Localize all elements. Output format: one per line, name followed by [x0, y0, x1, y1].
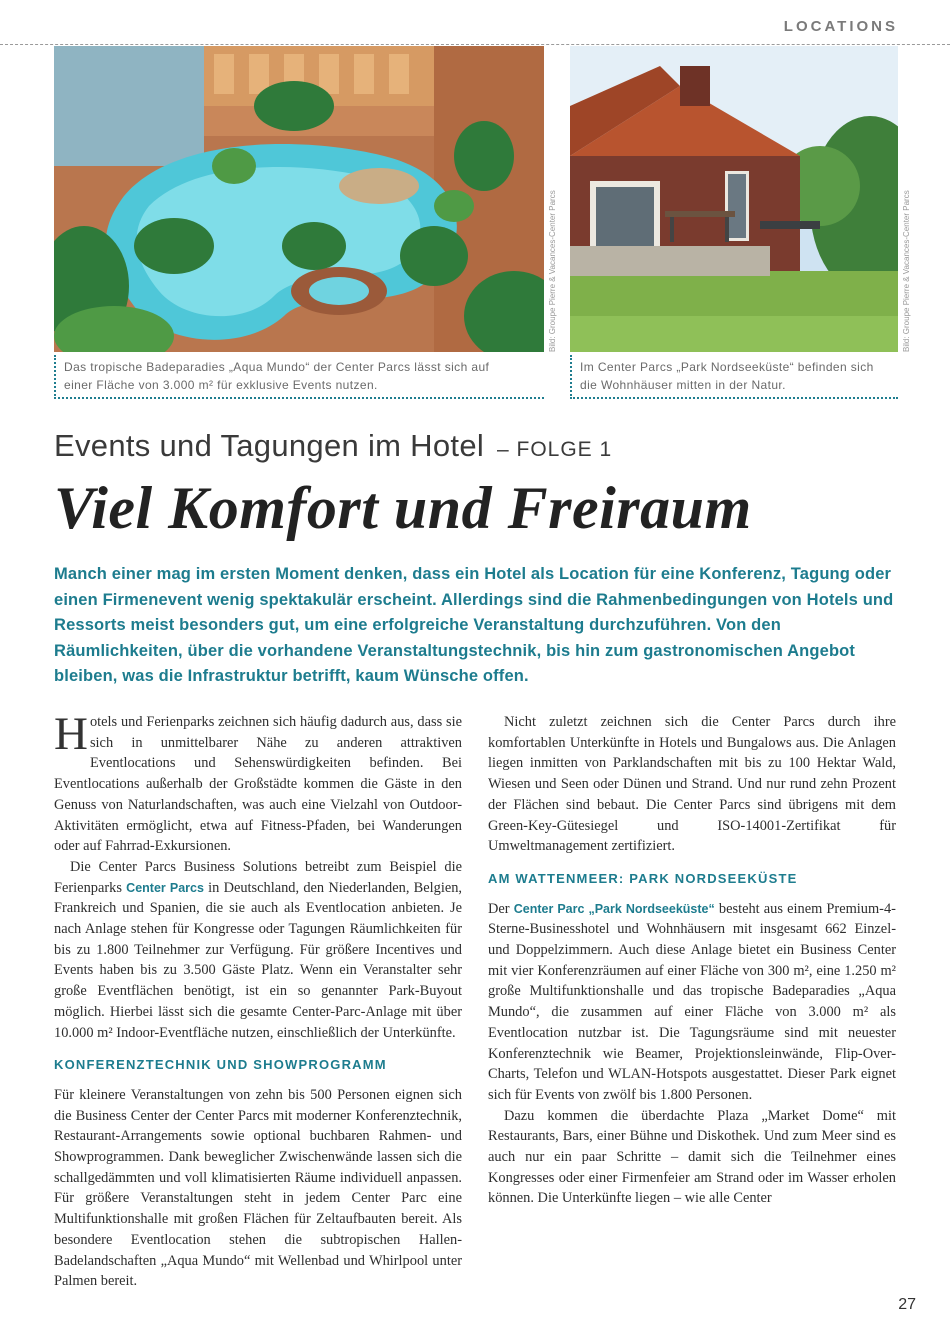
paragraph [54, 857, 462, 1043]
article-lead: Manch einer mag im ersten Moment denken, dass ein Hotel als Location für eine Konferenz, Tagung oder einen Firmenevent wenig spektakulär erscheint. Allerdings sind die Rahmenbedingungen von Hotels und Ressorts meist besonders gut, um eine erfolgreiche Veranstaltung durchzuführen. Von den Räumlichkeiten, über die vorhandene Veranstaltungstechnik, bis hin zum gastronomischen Angebot bleiben, was die Infrastruktur betrifft, kaum Wünsche offen. [54, 565, 894, 685]
pool-photo [54, 46, 544, 352]
article-headline: Viel Komfort und Freiraum [54, 475, 752, 541]
paragraph-text: besteht aus einem Premium-4-Sterne-Businesshotel und Wohnhäusern mit insgesamt 662 Einzel- und Doppelzimmern. Auch diese Anlage bietet ein Business Center mit vier Konferenzräumen auf einer Fläche von 300 m², eine 1.250 m² große Multifunktionshalle und das tropische Badeparadies „Aqua Mundo“, die zusammen auf einer Fläche von 3.000 m² als Eventlocation nutzbar ist. Die Tagungsräume sind mit neuester Konferenztechnik wie Beamer, Projektionsleinwände, Flip-Over-Charts, Telefon und WLAN-Hotspots ausgestattet. Dieser Park eignet sich für Events von zwölf bis 1.800 Personen. [488, 900, 896, 1103]
house-photo [570, 46, 898, 352]
text-column-right [488, 712, 896, 1209]
paragraph [488, 899, 896, 1106]
subheading: AM WATTENMEER: PARK NORDSEEKÜSTE [488, 870, 798, 886]
figure-caption [570, 355, 898, 399]
paragraph-text: otels und Ferienparks zeichnen sich häufig dadurch aus, dass sie sich in unmittelbarer Nähe zu anderen attraktiven Eventlocations und Sehenswürdigkeiten befinden. Bei Eventlocations außerhalb der Großstädte kommen die Gäste in den Genuss von Naturlandschaften, was auch eine Vielzahl von Outdoor-Aktivitäten ermöglicht, etwa auf Fitness-Pfaden, bei Wanderungen oder auf Fahrrad-Exkursionen. [54, 714, 462, 855]
section-label: LOCATIONS [783, 18, 898, 35]
series-label: – FOLGE 1 [496, 438, 613, 461]
park-nordseekueste-link[interactable]: Center Parc „Park Nordseeküste“ [513, 901, 715, 916]
photo-credit: Bild: Groupe Pierre & Vacances-Center Parcs [902, 190, 911, 352]
drop-cap: H [54, 708, 88, 760]
paragraph: Nicht zuletzt zeichnen sich die Center Parcs durch ihre komfortablen Unterkünfte in Hotels und Bungalows aus. Die Anlagen liegen inmitten von Parklandschaften mit bis zu 100 Hektar Wald, Wiesen und Seen oder Dünen und Strand. Und nur rund zehn Prozent der Flächen sind bebaut. Die Center Parcs sind übrigens mit dem Green-Key-Gütesiegel und ISO-14001-Zertifikat für Umweltmanagement zertifiziert. [488, 714, 896, 855]
article-kicker [54, 428, 612, 464]
paragraph-text: Die Center Parcs Business Solutions betreibt zum Beispiel die Ferienparks [54, 858, 462, 896]
subheading: KONFERENZTECHNIK UND SHOWPROGRAMM [54, 1057, 387, 1073]
paragraph-text: in Deutschland, den Niederlanden, Belgien, Frankreich und Spanien, die sie auch als Eventlocation anbieten. Je nach Anlage stehen für Kongresse oder Tagungen Räumlichkeiten für bis zu 1.800 Teilnehmer zur Verfügung. Für größere Incentives und Events haben bis zu 3.500 Gäste Platz. Wenn ein Veranstalter sehr große Eventflächen benötigt, ist ein so genannter Park-Buyout möglich. Hierbei lässt sich die gesamte Center-Parc-Anlage mit über 10.000 m² Indoor-Eventfläche nutzen, einschließlich der Unterkünfte. [54, 879, 463, 1041]
kicker-text: Events und Tagungen im Hotel [54, 428, 485, 463]
center-parcs-link[interactable]: Center Parcs [126, 880, 204, 895]
top-divider [0, 44, 950, 45]
text-column-left [54, 708, 463, 1292]
caption-line: einer Fläche von 3.000 m² für exklusive Events nutzen. [64, 378, 378, 392]
paragraph [54, 708, 462, 857]
paragraph: Dazu kommen die überdachte Plaza „Market Dome“ mit Restaurants, Bars, einer Bühne und Diskothek. Und zum Meer sind es auch nur ein paar Schritte – damit sich die Teilnehmer eines Kongresses oder einer Firmenfeier am Strand oder im Wasser erholen können. Die Unterkünfte liegen – wie alle Center [488, 1107, 896, 1207]
photo-credit: Bild: Groupe Pierre & Vacances-Center Parcs [548, 190, 557, 352]
figure-caption [54, 355, 544, 399]
caption-line: Das tropische Badeparadies „Aqua Mundo“ der Center Parcs lässt sich auf [64, 360, 490, 374]
paragraph-text: Der [488, 900, 510, 917]
caption-line: die Wohnhäuser mitten in der Natur. [580, 378, 786, 392]
caption-line: Im Center Parcs „Park Nordseeküste“ befinden sich [580, 360, 874, 374]
paragraph: Für kleinere Veranstaltungen von zehn bis 500 Personen eignen sich die Business Center der Center Parcs mit moderner Konferenztechnik, Restaurant-Arrangements sowie optional buchbaren Rahmen- und Showprogrammen. Dank beweglicher Zwischenwände lassen sich die schallgedämmten und voll klimatisierten Räume individuell anpassen. Für größere Veranstaltungen steht in jedem Center Parc eine Multifunktionshalle mit großen Flächen für Zeltaufbauten bereit. Als besondere Eventlocation stehen die subtropischen Hallen-Badelandschaften „Aqua Mundo“ mit Wellenbad und Whirlpool unter Palmen bereit. [54, 1086, 462, 1290]
page-number: 27 [898, 1296, 916, 1313]
